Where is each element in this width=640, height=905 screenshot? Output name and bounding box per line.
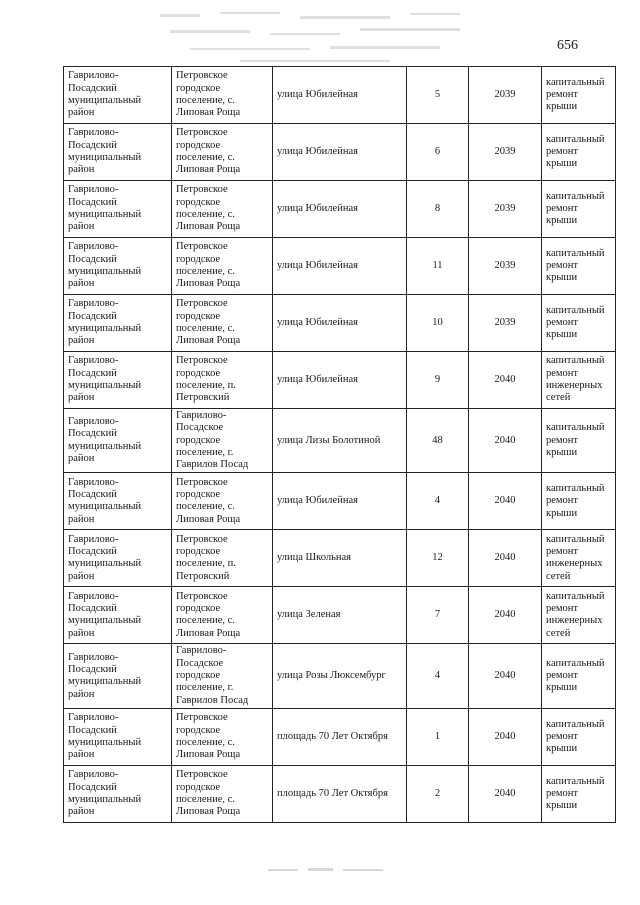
work-type-cell: капитальный ремонт крыши	[542, 473, 616, 530]
district-cell: Гаврилово-Посадский муниципальный район	[64, 765, 172, 822]
work-type-cell: капитальный ремонт крыши	[542, 295, 616, 352]
street-cell: улица Зеленая	[273, 587, 407, 644]
year-cell: 2040	[469, 644, 542, 708]
street-cell: улица Розы Люксембург	[273, 644, 407, 708]
district-cell: Гаврилово-Посадский муниципальный район	[64, 67, 172, 124]
year-cell: 2039	[469, 181, 542, 238]
street-cell: улица Юбилейная	[273, 181, 407, 238]
work-type-cell: капитальный ремонт крыши	[542, 181, 616, 238]
settlement-cell: Гаврилово-Посадское городское поселение, г. Гаврилов Посад	[172, 409, 273, 473]
street-cell: улица Школьная	[273, 530, 407, 587]
street-cell: улица Юбилейная	[273, 124, 407, 181]
house-number-cell: 7	[407, 587, 469, 644]
house-number-cell: 48	[407, 409, 469, 473]
work-type-cell: капитальный ремонт крыши	[542, 238, 616, 295]
table-row	[64, 181, 616, 238]
street-cell: улица Юбилейная	[273, 295, 407, 352]
settlement-cell: Петровское городское поселение, с. Липовая Роща	[172, 67, 273, 124]
district-cell: Гаврилово-Посадский муниципальный район	[64, 181, 172, 238]
district-cell: Гаврилово-Посадский муниципальный район	[64, 295, 172, 352]
year-cell: 2040	[469, 587, 542, 644]
table-row	[64, 708, 616, 765]
table-row	[64, 587, 616, 644]
settlement-cell: Петровское городское поселение, с. Липовая Роща	[172, 473, 273, 530]
house-number-cell: 6	[407, 124, 469, 181]
scan-noise	[150, 8, 480, 68]
year-cell: 2039	[469, 238, 542, 295]
district-cell: Гаврилово-Посадский муниципальный район	[64, 587, 172, 644]
district-cell: Гаврилово-Посадский муниципальный район	[64, 409, 172, 473]
settlement-cell: Петровское городское поселение, с. Липовая Роща	[172, 295, 273, 352]
house-number-cell: 12	[407, 530, 469, 587]
street-cell: улица Лизы Болотиной	[273, 409, 407, 473]
year-cell: 2040	[469, 530, 542, 587]
house-number-cell: 4	[407, 644, 469, 708]
table-row	[64, 765, 616, 822]
street-cell: улица Юбилейная	[273, 352, 407, 409]
street-cell: улица Юбилейная	[273, 238, 407, 295]
house-number-cell: 9	[407, 352, 469, 409]
work-type-cell: капитальный ремонт инженерных сетей	[542, 587, 616, 644]
work-type-cell: капитальный ремонт крыши	[542, 765, 616, 822]
work-type-cell: капитальный ремонт крыши	[542, 644, 616, 708]
district-cell: Гаврилово-Посадский муниципальный район	[64, 124, 172, 181]
house-number-cell: 11	[407, 238, 469, 295]
work-type-cell: капитальный ремонт крыши	[542, 124, 616, 181]
table-body	[64, 67, 616, 823]
year-cell: 2040	[469, 409, 542, 473]
street-cell: площадь 70 Лет Октября	[273, 708, 407, 765]
table-row	[64, 409, 616, 473]
district-cell: Гаврилово-Посадский муниципальный район	[64, 473, 172, 530]
work-type-cell: капитальный ремонт крыши	[542, 67, 616, 124]
year-cell: 2039	[469, 295, 542, 352]
table-row	[64, 124, 616, 181]
year-cell: 2040	[469, 708, 542, 765]
settlement-cell: Петровское городское поселение, с. Липовая Роща	[172, 765, 273, 822]
district-cell: Гаврилово-Посадский муниципальный район	[64, 530, 172, 587]
settlement-cell: Петровское городское поселение, с. Липовая Роща	[172, 708, 273, 765]
house-number-cell: 4	[407, 473, 469, 530]
settlement-cell: Петровское городское поселение, с. Липовая Роща	[172, 238, 273, 295]
table-row	[64, 473, 616, 530]
year-cell: 2040	[469, 765, 542, 822]
house-number-cell: 2	[407, 765, 469, 822]
year-cell: 2040	[469, 473, 542, 530]
house-number-cell: 5	[407, 67, 469, 124]
house-number-cell: 10	[407, 295, 469, 352]
scan-noise-footer	[268, 865, 388, 875]
table-row	[64, 67, 616, 124]
house-number-cell: 1	[407, 708, 469, 765]
house-number-cell: 8	[407, 181, 469, 238]
settlement-cell: Петровское городское поселение, с. Липовая Роща	[172, 124, 273, 181]
work-type-cell: капитальный ремонт инженерных сетей	[542, 530, 616, 587]
table-row	[64, 530, 616, 587]
page-number: 656	[557, 38, 578, 53]
table-row	[64, 644, 616, 708]
work-type-cell: капитальный ремонт инженерных сетей	[542, 352, 616, 409]
street-cell: улица Юбилейная	[273, 473, 407, 530]
table-row	[64, 352, 616, 409]
table-row	[64, 295, 616, 352]
year-cell: 2039	[469, 124, 542, 181]
work-type-cell: капитальный ремонт крыши	[542, 409, 616, 473]
settlement-cell: Петровское городское поселение, с. Липовая Роща	[172, 181, 273, 238]
district-cell: Гаврилово-Посадский муниципальный район	[64, 238, 172, 295]
district-cell: Гаврилово-Посадский муниципальный район	[64, 352, 172, 409]
repair-schedule-table	[63, 66, 616, 823]
settlement-cell: Гаврилово-Посадское городское поселение, г. Гаврилов Посад	[172, 644, 273, 708]
table-row	[64, 238, 616, 295]
year-cell: 2039	[469, 67, 542, 124]
year-cell: 2040	[469, 352, 542, 409]
work-type-cell: капитальный ремонт крыши	[542, 708, 616, 765]
settlement-cell: Петровское городское поселение, п. Петровский	[172, 352, 273, 409]
district-cell: Гаврилово-Посадский муниципальный район	[64, 644, 172, 708]
street-cell: улица Юбилейная	[273, 67, 407, 124]
settlement-cell: Петровское городское поселение, с. Липовая Роща	[172, 587, 273, 644]
settlement-cell: Петровское городское поселение, п. Петровский	[172, 530, 273, 587]
street-cell: площадь 70 Лет Октября	[273, 765, 407, 822]
district-cell: Гаврилово-Посадский муниципальный район	[64, 708, 172, 765]
